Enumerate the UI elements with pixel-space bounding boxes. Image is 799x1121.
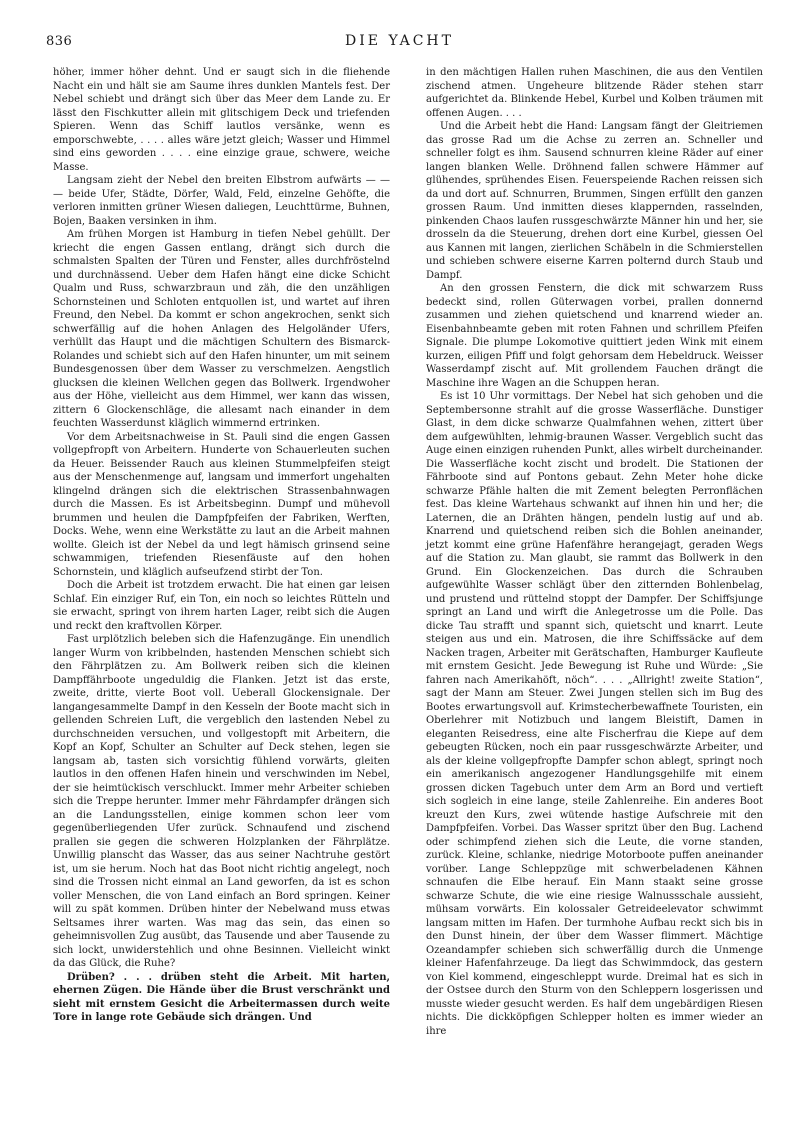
paragraph: An den grossen Fenstern, die dick mit schwarzem Russ bedeckt sind, rollen Güterwagen vorbei, prallen donnernd zusammen und ziehen quietschend und knarrend wieder an. Eisenbahnbeamte geben mit roten Fahnen und schrillem Pfeifen Signale. Die plumpe Lokomotive quittiert jeden Wink mit einem kurzen, eiligen Pfiff und folgt gehorsam dem Hebeldruck. Weisser Wasserdampf zischt auf. Mit grollendem Fauchen drängt die Maschine ihre Wagen an die Schuppen heran. (426, 283, 763, 389)
paragraph: Drüben? . . . drüben steht die Arbeit. Mit harten, ehernen Zügen. Die Hände über die Brust verschränkt und sieht mit ernstem Gesicht die Arbeitermassen durch weite Tore in lange rote Gebäude sich drängen. Und (53, 971, 390, 1023)
paragraph: Langsam zieht der Nebel den breiten Elbstrom aufwärts — — — beide Ufer, Städte, Dörfer, Wald, Feld, einzelne Gehöfte, die verloren inmitten grüner Wiesen daliegen, Leuchttürme, Buhnen, Bojen, Baaken versinken in ihm. (53, 175, 390, 227)
paragraph: Es ist 10 Uhr vormittags. Der Nebel hat sich gehoben und die Septembersonne strahlt auf die grosse Wasserfläche. Dunstiger Glast, in dem dicke schwarze Qualmfahnen wehen, zittert über dem aufgewühlten, lehmig-braunen Wasser. Vergeblich sucht das Auge einen einzigen ruhenden Punkt, alles wirbelt durcheinander. Die Wasserfläche kocht zischt und brodelt. Die Stationen der Fährboote sind auf Pontons gebaut. Zehn Meter hohe dicke schwarze Pfähle halten die mit Zement belegten Perronflächen fest. Das kleine Wartehaus schwankt auf ihnen hin und her; die Laternen, die an Drähten hängen, pendeln lustig auf und ab. Knarrend und quietschend reiben sich die Bohlen aneinander, jetzt kommt eine grüne Hafenfähre herangejagt, geraden Wegs auf die Station zu. Man glaubt, sie rammt das Bollwerk in den Grund. Ein Glockenzeichen. Das durch die Schrauben aufgewühlte Wasser schlägt über den zitternden Bohlenbelag, und prustend und rüttelnd stoppt der Dampfer. Der Schiffsjunge springt an Land und wirft die Anlegetrosse um die Polle. Das dicke Tau strafft und spannt sich, quietscht und knarrt. Leute steigen aus und ein. Matrosen, die ihre Schiffssäcke auf dem Nacken tragen, Arbeiter mit Gerätschaften, Hamburger Kaufleute mit ernstem Gesicht. Jede Bewegung ist Ruhe und Würde: „Sie fahren nach Amerikahöft, nöch“. . . . „Allright! zweite Station“, sagt der Mann am Steuer. Zwei Jungen stellen sich im Bug des Bootes erwartungsvoll auf. Krimstecherbewaffnete Touristen, ein Oberlehrer mit Notizbuch und langem Bleistift, Damen in eleganten Reisedress, eine alte Fischerfrau die Kiepe auf dem gebeugten Rücken, noch ein paar russgeschwärzte Arbeiter, und als der kleine vollgepfropfte Dampfer schon ablegt, springt noch ein amerikanisch angezogener Handlungsgehilfe mit einem grossen dicken Tagebuch unter dem Arm an Bord und vertieft sich sogleich in eine lange, steile Zahlenreihe. Ein anderes Boot kreuzt den Kurs, zwei wütende hastige Aufschreie mit den Dampfpfeifen. Vorbei. Das Wasser spritzt über den Bug. Lachend oder schimpfend ziehen sich die Leute, die vorne standen, zurück. Kleine, schlanke, niedrige Motorboote puffen aneinander vorüber. Lange Schleppzüge mit schwerbeladenen Kähnen schnaufen die Elbe herauf. Ein Mann staakt seine grosse schwarze Schute, die wie eine riesige Walnussschale aussieht, mühsam vorwärts. Ein kolossaler Getreideelevator schwimmt langsam mitten im Hafen. Der turmhohe Aufbau reckt sich bis in den Dunst hinein, der über dem Wasser flimmert. Mächtige Ozeandampfer schieben sich schwerfällig durch die Unmenge kleiner Hafenfahrzeuge. Da liegt das Schwimmdock, das gestern von Kiel kommend, eingeschleppt wurde. Dreimal hat es sich in der Ostsee durch den Sturm von den Schleppern losgerissen und musste wieder gesucht werden. Es half dem ungebärdigen Riesen nichts. Die dickköpfigen Schlepper holten es immer wieder an ihre (426, 391, 763, 1037)
paragraph: Und die Arbeit hebt die Hand: Langsam fängt der Gleitriemen das grosse Rad um die Achse zu zerren an. Schneller und schneller folgt es ihm. Sausend schnurren kleine Räder auf einer langen blanken Welle. Dröhnend fallen schwere Hämmer auf glühendes, sprühendes Eisen. Feuerspeiende Rachen reissen sich da und dort auf. Schnurren, Brummen, Singen erfüllt den ganzen grossen Raum. Und inmitten dieses klappernden, rasselnden, pinkenden Chaos laufen russgeschwärzte Männer hin und her, sie drosseln da die Steuerung, drehen dort eine Kurbel, giessen Oel aus Kannen mit langen, zierlichen Schäbeln in die Schmierstellen und schieben schwere eiserne Karren polternd durch Staub und Dampf. (426, 121, 763, 281)
paragraph: in den mächtigen Hallen ruhen Maschinen, die aus den Ventilen zischend atmen. Ungeheure blitzende Räder stehen starr aufgerichtet da. Blinkende Hebel, Kurbel und Kolben träumen mit offenen Augen. . . . (426, 67, 763, 119)
paragraph: Am frühen Morgen ist Hamburg in tiefen Nebel gehüllt. Der kriecht die engen Gassen entlang, drängt sich durch die schmalsten Spalten der Türen und Fenster, alles durchfröstelnd und durchnässend. Ueber dem Hafen hängt eine dicke Schicht Qualm und Russ, schwarzbraun und zäh, die den unzähligen Schornsteinen und Schloten entquollen ist, und wartet auf ihren Freund, den Nebel. Da kommt er schon angekrochen, senkt sich schwerfällig auf die hohen Anlagen des Helgoländer Ufers, verhüllt das Haupt und die mächtigen Schultern des Bismarck-Rolandes und schiebt sich auf den Hafen hinunter, um mit seinem Bundesgenossen über dem Wasser zu verschmelzen. Aengstlich glucksen die kleinen Wellchen gegen das Bollwerk. Irgendwoher aus der Höhe, vielleicht aus dem Himmel, wer kann das wissen, zittern 6 Glockenschläge, die allesamt nach einander in dem feuchten Wasserdunst kläglich wimmernd ertrinken. (53, 229, 390, 429)
page-number: 836 (46, 34, 73, 49)
paragraph: Doch die Arbeit ist trotzdem erwacht. Die hat einen gar leisen Schlaf. Ein einziger Ruf, ein Ton, ein noch so leichtes Rütteln und sie erwacht, springt von ihrem harten Lager, reibt sich die Augen und reckt den kraftvollen Körper. (53, 580, 390, 632)
left-column (53, 66, 390, 1025)
paragraph: Vor dem Arbeitsnachweise in St. Pauli sind die engen Gassen vollgepfropft von Arbeitern. Hunderte von Schauerleuten suchen da Heuer. Beissender Rauch aus kleinen Stummelpfeifen steigt aus der Menschenmenge auf, langsam und immerfort ungehalten klingelnd drängen sich die elektrischen Strassenbahnwagen durch die Massen. Es ist Arbeitsbeginn. Dumpf und mühevoll brummen und heulen die Dampfpfeifen der Fabriken, Werften, Docks. Wehe, wenn eine Werkstätte zu laut an die Arbeit mahnen wollte. Gleich ist der Nebel da und legt hämisch grinsend seine schwammigen, triefenden Riesenfäuste auf den hohen Schornstein, und kläglich aufseufzend stirbt der Ton. (53, 431, 390, 578)
paragraph: Fast urplötzlich beleben sich die Hafenzugänge. Ein unendlich langer Wurm von kribbelnden, hastenden Menschen schiebt sich den Fährplätzen zu. Am Bollwerk reiben sich die kleinen Dampffährboote ungeduldig die Flanken. Jetzt ist das erste, zweite, dritte, vierte Boot voll. Ueberall Glockensignale. Der langangesammelte Dampf in den Kesseln der Boote macht sich in gellenden Schreien Luft, die vergeblich den lastenden Nebel zu durchschneiden versuchen, und vollgestopft mit Arbeitern, die Kopf an Kopf, Schulter an Schulter auf Deck stehen, legen sie langsam ab, tasten sich vorsichtig fühlend vorwärts, gleiten lautlos in den offenen Hafen hinein und verschwinden im Nebel, der sie heimtückisch verschluckt. Immer mehr Arbeiter schieben sich die Treppe herunter. Immer mehr Fährdampfer drängen sich an die Landungsstellen, einige kommen schon leer vom gegenüberliegenden Ufer zurück. Schnaufend und zischend prallen sie gegen die schweren Holzplanken der Fährplätze. Unwillig planscht das Wasser, das aus seiner Nachtruhe gestört ist, um sie herum. Noch hat das Boot nicht richtig angelegt, noch sind die Trossen nicht einmal an Land geworfen, da ist es schon voller Menschen, die von Land einfach an Bord springen. Keiner will zu spät kommen. Drüben hinter der Nebelwand muss etwas Seltsames ihrer warten. Was mag das sein, das einen so geheimnisvollen Zug ausübt, das Tausende und aber Tausende zu sich lockt, unwiderstehlich und ohne Besinnen. Vielleicht winkt da das Glück, die Ruhe? (53, 634, 390, 969)
running-title: DIE YACHT (345, 33, 454, 49)
paragraph: höher, immer höher dehnt. Und er saugt sich in die fliehende Nacht ein und hält sie am Saume ihres dunklen Mantels fest. Der Nebel schiebt und drängt sich über das Meer dem Lande zu. Er lässt den Fischkutter allein mit glitschigem Deck und triefenden Spieren. Wenn das Schiff lautlos versänke, wenn es emporschwebte, . . . . alles wäre jetzt gleich; Wasser und Himmel sind eins geworden . . . . eine einzige graue, schwere, weiche Masse. (53, 67, 390, 173)
right-column (426, 66, 763, 1038)
